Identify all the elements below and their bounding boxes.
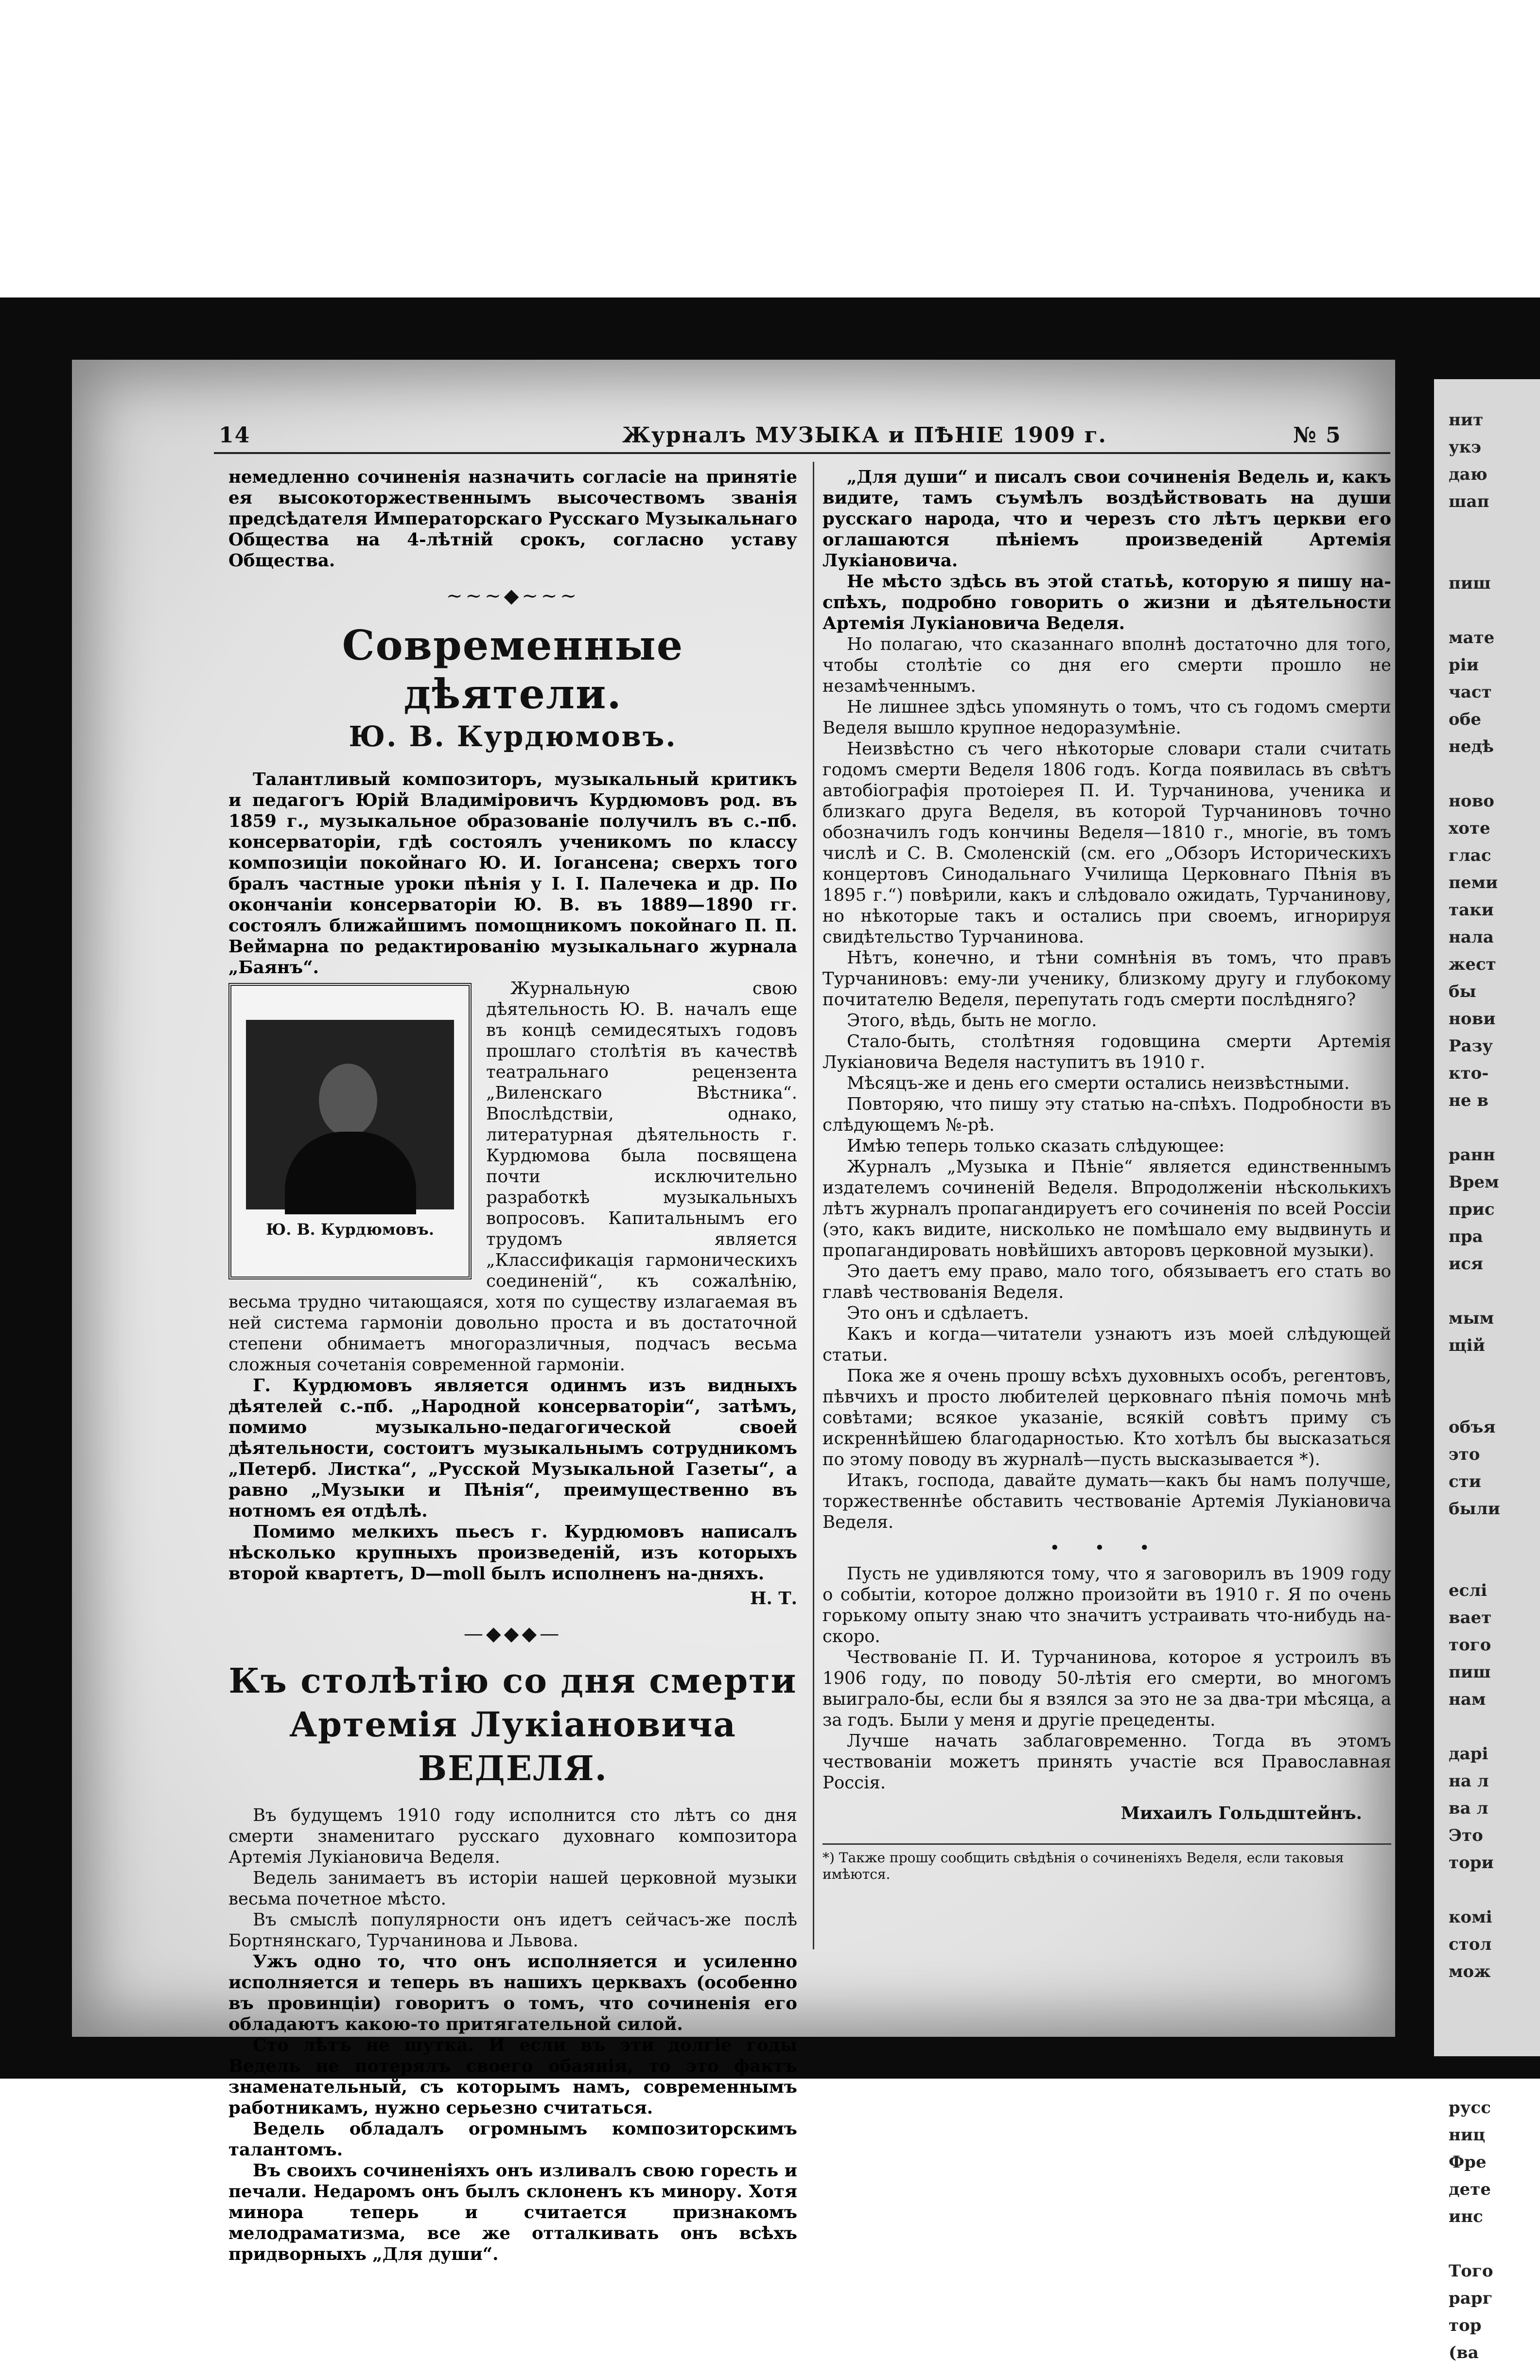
neighbor-fragment bbox=[1434, 1985, 1540, 2012]
article-paragraph: Въ будущемъ 1910 году исполнится сто лѣтъ со дня смерти знаменитаго русскаго духовнаго композитора Артемія Лукіановича Веделя. bbox=[228, 1805, 797, 1867]
ornament-divider: —◆◆◆— bbox=[463, 1623, 562, 1645]
neighbor-fragment bbox=[1434, 2067, 1540, 2094]
neighbor-fragment: объя bbox=[1449, 1418, 1496, 1437]
neighbor-page-edge bbox=[1434, 379, 1540, 2362]
article-title: Къ столѣтію со дня смерти Артемія Лукіановича ВЕДЕЛЯ. bbox=[228, 1661, 797, 1788]
section-subtitle: Ю. В. Курдюмовъ. bbox=[349, 720, 677, 753]
neighbor-fragment: нови bbox=[1449, 1009, 1496, 1029]
portrait-head bbox=[319, 1064, 377, 1137]
bio-signoff: Н. Т. bbox=[750, 1589, 797, 1609]
neighbor-fragment: пиш bbox=[1449, 1662, 1491, 1682]
neighbor-fragment: ва л bbox=[1449, 1799, 1488, 1818]
neighbor-fragment: сти bbox=[1449, 1472, 1481, 1491]
neighbor-fragment: нит bbox=[1449, 410, 1484, 430]
neighbor-fragment bbox=[1434, 515, 1540, 542]
neighbor-fragment: еслі bbox=[1449, 1581, 1488, 1600]
neighbor-fragment bbox=[1434, 542, 1540, 570]
neighbor-fragment: прис bbox=[1449, 1200, 1495, 1219]
neighbor-fragment: укэ bbox=[1449, 438, 1482, 457]
article-paragraph: Ведель занимаетъ въ исторіи нашей церковной музыки весьма почетное мѣсто. bbox=[228, 1868, 797, 1909]
header-rule bbox=[214, 452, 1390, 454]
article-paragraph: Пока же я очень прошу всѣхъ духовныхъ особъ, регентовъ, пѣвчихъ и просто любителей церковнаго пѣнія помочь мнѣ совѣтами; всякое указаніе, всякій совѣтъ приму съ искреннѣйшею благодарностью. Кто хотѣлъ бы высказаться по этому поводу въ журналѣ—пусть высказывается *). bbox=[822, 1366, 1391, 1470]
bio-paragraph: Журнальную свою дѣятельность Ю. В. началъ еще въ концѣ семидесятыхъ годовъ прошлаго столѣтія въ качествѣ театральнаго рецензента „Виленскаго Вѣстника“. Впослѣдствіи, однако, литературная дѣятельность г. Курдюмова была посвящена почти исключительно разработкѣ музыкальныхъ вопросовъ. Капитальнымъ его трудомъ является „Классификація гармоническихъ соединеній“, къ сожалѣнію, весьма трудно читающаяся, хотя по существу излагаемая въ ней система гармоніи довольно проста и въ достаточной степени обнимаетъ многоразличныя, подчасъ весьма сложныя сочетанія современной гармоніи. bbox=[228, 979, 797, 1375]
article-paragraph: Неизвѣстно съ чего нѣкоторые словари стали считать годомъ смерти Веделя 1806 годъ. Когда появилась въ свѣтъ автобіографія протоіерея П. И. Турчанинова, ученика и близкаго друга Веделя, въ которой Турчаниновъ точно обозначилъ годъ кончины Веделя—1810 г., многіе, въ томъ числѣ и С. В. Смоленскій (см. его „Обзоръ Историческихъ концертовъ Синодальнаго Училища Церковнаго Пѣнія въ 1895 г.“) повѣрили, какъ и слѣдовало ожидать, Турчанинову, но нѣкоторые такъ и остались при своемъ, игнорируя свидѣтельство Турчанинова. bbox=[822, 739, 1391, 947]
article-paragraph: Не лишнее здѣсь упомянуть о томъ, что съ годомъ смерти Веделя вышло крупное недоразумѣніе. bbox=[822, 697, 1391, 738]
neighbor-fragment: мате bbox=[1449, 628, 1495, 648]
neighbor-fragment: инс bbox=[1449, 2207, 1483, 2226]
neighbor-fragment: тор bbox=[1449, 2316, 1482, 2335]
article-paragraph: Лучше начать заблаговременно. Тогда въ этомъ чествованіи можетъ принять участіе вся Православная Россія. bbox=[822, 1731, 1391, 1793]
bio-paragraph: Талантливый композиторъ, музыкальный критикъ и педагогъ Юрій Владиміровичъ Курдюмовъ род. въ 1859 г., музыкальное образованіе получилъ въ с.-пб. консерваторіи, гдѣ состоялъ ученикомъ по классу композиціи покойнаго Ю. И. Іогансена; сверхъ того бралъ частные уроки пѣнія у I. I. Палечека и др. По окончаніи консерваторіи Ю. В. въ 1889—1890 гг. состоялъ ближайшимъ помощникомъ покойнаго П. П. Веймарна по редактированію музыкальнаго журнала „Баянъ“. bbox=[228, 770, 797, 978]
neighbor-fragment: Фре bbox=[1449, 2152, 1487, 2172]
intro-paragraph: немедленно сочиненія назначить согласіе на принятіе ея высокоторжественнымъ высочествомъ званія предсѣдателя Императорскаго Русскаго Музыкальнаго Общества на 4-лѣтній срокъ, согласно уставу Общества. bbox=[228, 467, 797, 571]
article-paragraph: Итакъ, господа, давайте думать—какъ бы намъ получше, торжественнѣе обставить чествованіе Артемія Лукіановича Веделя. bbox=[822, 1470, 1391, 1532]
portrait-frame bbox=[228, 983, 472, 1279]
neighbor-fragment: вает bbox=[1449, 1608, 1492, 1628]
neighbor-fragment: недѣ bbox=[1449, 737, 1494, 756]
neighbor-fragment: не в bbox=[1449, 1091, 1488, 1110]
section-title: Современные дѣятели. bbox=[342, 621, 684, 718]
page-number: 14 bbox=[219, 423, 251, 448]
neighbor-fragment: тори bbox=[1449, 1853, 1494, 1872]
neighbor-fragment: част bbox=[1449, 682, 1492, 702]
neighbor-fragment: дете bbox=[1449, 2180, 1491, 2199]
neighbor-fragment: мым bbox=[1449, 1309, 1494, 1328]
neighbor-fragment bbox=[1434, 379, 1540, 406]
article-paragraph: Чествованіе П. И. Турчанинова, которое я устроилъ въ 1906 году, по поводу 50-лѣтія его смерти, во многомъ выиграло-бы, если бы я взялся за это не за два-три мѣсяца, а за годъ. Были у меня и другіе прецеденты. bbox=[822, 1647, 1391, 1730]
neighbor-fragment bbox=[1434, 1359, 1540, 1386]
neighbor-fragment: хоте bbox=[1449, 819, 1490, 838]
dots-separator: • • • bbox=[1050, 1538, 1164, 1558]
portrait-photo bbox=[246, 1020, 454, 1209]
neighbor-fragment: кто- bbox=[1449, 1064, 1489, 1083]
article-paragraph: Мѣсяцъ-же и день его смерти остались неизвѣстными. bbox=[847, 1073, 1350, 1093]
article-paragraph: Это даетъ ему право, мало того, обязываетъ его стать во главѣ чествованія Веделя. bbox=[822, 1261, 1391, 1302]
neighbor-fragment: Врем bbox=[1449, 1172, 1499, 1192]
issue-number: № 5 bbox=[1293, 423, 1342, 448]
article-paragraph: Пусть не удивляются тому, что я заговорилъ въ 1909 году о событіи, которое должно произойти въ 1910 г. Я по очень горькому опыту знаю что значитъ устраивать что-нибудь на-скоро. bbox=[822, 1564, 1391, 1646]
neighbor-fragment bbox=[1434, 1114, 1540, 1141]
bio-paragraph: Г. Курдюмовъ является одинмъ изъ видныхъ дѣятелей с.-пб. „Народной консерваторіи“, затѣмъ, помимо музыкально-педагогической своей дѣятельности, состоитъ музыкальнымъ сотрудникомъ „Петерб. Листка“, „Русской Музыкальной Газеты“, а равно „Музыки и Пѣнія“, преимущественно въ нотномъ ея отдѣлѣ. bbox=[228, 1376, 797, 1521]
neighbor-fragment: Того bbox=[1449, 2261, 1493, 2281]
neighbor-fragment: комі bbox=[1449, 1908, 1492, 1927]
right-column bbox=[822, 467, 1391, 1883]
portrait-caption: Ю. В. Курдюмовъ. bbox=[266, 1220, 434, 1239]
article-paragraph: Въ своихъ сочиненіяхъ онъ изливалъ свою горесть и печали. Недаромъ онъ былъ склоненъ къ минору. Хотя минора теперь и считается признакомъ мелодраматизма, все же отталкивать онъ всѣхъ придворныхъ „Для души“. bbox=[228, 2161, 797, 2264]
journal-title: Журналъ МУЗЫКА и ПѢНІЕ 1909 г. bbox=[622, 423, 1107, 448]
neighbor-fragment: шап bbox=[1449, 492, 1489, 511]
neighbor-fragment bbox=[1434, 1522, 1540, 1550]
neighbor-fragment: глас bbox=[1449, 846, 1491, 865]
article-paragraph: Какъ и когда—читатели узнаютъ изъ моей слѣдующей статьи. bbox=[822, 1324, 1391, 1365]
neighbor-fragment: пра bbox=[1449, 1227, 1483, 1246]
neighbor-fragment bbox=[1434, 597, 1540, 624]
neighbor-fragment: это bbox=[1449, 1445, 1480, 1464]
article-paragraph: Въ смыслѣ популярности онъ идетъ сейчасъ-же послѣ Бортнянскаго, Турчанинова и Львова. bbox=[228, 1910, 797, 1951]
neighbor-fragment: дарі bbox=[1449, 1744, 1488, 1764]
article-paragraph: Этого, вѣдь, быть не могло. bbox=[847, 1011, 1097, 1031]
left-column bbox=[228, 467, 797, 2265]
neighbor-fragment: нала bbox=[1449, 928, 1494, 947]
neighbor-fragment: нам bbox=[1449, 1690, 1486, 1709]
neighbor-fragment: обе bbox=[1449, 710, 1481, 729]
neighbor-fragment bbox=[1434, 760, 1540, 788]
running-head bbox=[146, 418, 1361, 452]
neighbor-fragment: (ва bbox=[1449, 2343, 1479, 2362]
article-paragraph: Это онъ и сдѣлаетъ. bbox=[847, 1303, 1029, 1323]
article-paragraph: Стало-быть, столѣтняя годовщина смерти Артемія Лукіановича Веделя наступитъ въ 1910 г. bbox=[822, 1032, 1391, 1072]
article-paragraph: Но полагаю, что сказаннаго вполнѣ достаточно для того, чтобы столѣтіе со дня его смерти прошло не незамѣченнымъ. bbox=[822, 634, 1391, 696]
neighbor-fragment: пиш bbox=[1449, 574, 1491, 593]
neighbor-fragment bbox=[1434, 1713, 1540, 1740]
column-divider bbox=[813, 462, 814, 1949]
neighbor-fragment bbox=[1434, 2230, 1540, 2258]
article-paragraph: Нѣтъ, конечно, и тѣни сомнѣнія въ томъ, что правъ Турчаниновъ: ему-ли ученику, близкому другу и глубокому почитателю Веделя, перепутать годъ смерти послѣдняго? bbox=[822, 948, 1391, 1010]
neighbor-fragment: жест bbox=[1449, 955, 1496, 974]
neighbor-fragment: мож bbox=[1449, 1962, 1491, 1981]
neighbor-fragment bbox=[1434, 2012, 1540, 2040]
neighbor-fragment: ниц bbox=[1449, 2125, 1486, 2145]
ornament-divider: ~~~◆~~~ bbox=[446, 585, 579, 607]
neighbor-fragment: ися bbox=[1449, 1254, 1484, 1274]
portrait-body bbox=[285, 1132, 416, 1214]
neighbor-fragment bbox=[1434, 2040, 1540, 2067]
neighbor-fragment: таки bbox=[1449, 900, 1494, 920]
article-paragraph: Повторяю, что пишу эту статью на-спѣхъ. Подробности въ слѣдующемъ №-рѣ. bbox=[822, 1094, 1391, 1135]
article-paragraph: Ведель обладалъ огромнымъ композиторскимъ талантомъ. bbox=[228, 2119, 797, 2160]
neighbor-fragment bbox=[1434, 1278, 1540, 1305]
neighbor-fragment: щій bbox=[1449, 1336, 1485, 1355]
neighbor-fragment: ранн bbox=[1449, 1145, 1495, 1165]
neighbor-fragment: на л bbox=[1449, 1771, 1489, 1791]
neighbor-page-fragments bbox=[1434, 379, 1540, 2366]
neighbor-fragment: стол bbox=[1449, 1935, 1492, 1954]
article-paragraph: Журналъ „Музыка и Пѣніе“ является единственнымъ издателемъ сочиненій Веделя. Впродолженіи нѣсколькихъ лѣтъ журналъ пропагандируетъ его сочиненія по всей Россіи (это, какъ видите, нисколько не помѣшало ему выдвинуть и пропагандировать новѣйшихъ авторовъ церковной музыки). bbox=[822, 1157, 1391, 1260]
article-paragraph: „Для души“ и писалъ свои сочиненія Ведель и, какъ видите, тамъ съумѣлъ воздѣйствовать на души русскаго народа, что и черезъ сто лѣтъ церкви его оглашаются пѣніемъ произведеній Артемія Лукіановича. bbox=[822, 467, 1391, 571]
neighbor-fragment: были bbox=[1449, 1499, 1500, 1519]
neighbor-fragment bbox=[1434, 1876, 1540, 1904]
neighbor-fragment: русс bbox=[1449, 2098, 1491, 2118]
neighbor-fragment: ріи bbox=[1449, 655, 1479, 675]
neighbor-fragment: Это bbox=[1449, 1826, 1483, 1845]
neighbor-fragment: бы bbox=[1449, 982, 1476, 1001]
article-paragraph: Имѣю теперь только сказать слѣдующее: bbox=[847, 1136, 1225, 1156]
neighbor-fragment: пеми bbox=[1449, 873, 1498, 892]
neighbor-fragment bbox=[1434, 1386, 1540, 1414]
neighbor-fragment bbox=[1434, 1550, 1540, 1577]
neighbor-fragment: ново bbox=[1449, 791, 1494, 811]
neighbor-fragment: даю bbox=[1449, 465, 1488, 484]
article-paragraph: Ужъ одно то, что онъ исполняется и усиленно исполняется и теперь въ нашихъ церквахъ (особенно въ провинціи) говоритъ о томъ, что сочиненія его обладаютъ какою-то притягательной силой. bbox=[228, 1952, 797, 2034]
article-paragraph: Не мѣсто здѣсь въ этой статьѣ, которую я пишу на-спѣхъ, подробно говорить о жизни и дѣятельности Артемія Лукіановича Веделя. bbox=[822, 572, 1391, 633]
footnote: *) Также прошу сообщить свѣдѣнія о сочиненіяхъ Веделя, если таковыя имѣются. bbox=[822, 1843, 1391, 1883]
neighbor-fragment: рарг bbox=[1449, 2289, 1493, 2308]
neighbor-fragment: Разу bbox=[1449, 1036, 1493, 1056]
bio-paragraph: Помимо мелкихъ пьесъ г. Курдюмовъ написалъ нѣсколько крупныхъ произведеній, изъ которыхъ второй квартетъ, D—moll былъ исполненъ на-дняхъ. bbox=[228, 1522, 797, 1584]
article-paragraph: Сто лѣтъ не шутка. И если въ эти долгіе годы Ведель не потерялъ своего обаянія, то это фактъ знаменательный, съ которымъ намъ, современнымъ работникамъ, нужно серьезно считаться. bbox=[228, 2035, 797, 2118]
neighbor-fragment: того bbox=[1449, 1635, 1491, 1655]
author-signature: Михаилъ Гольдштейнъ. bbox=[1120, 1803, 1362, 1823]
